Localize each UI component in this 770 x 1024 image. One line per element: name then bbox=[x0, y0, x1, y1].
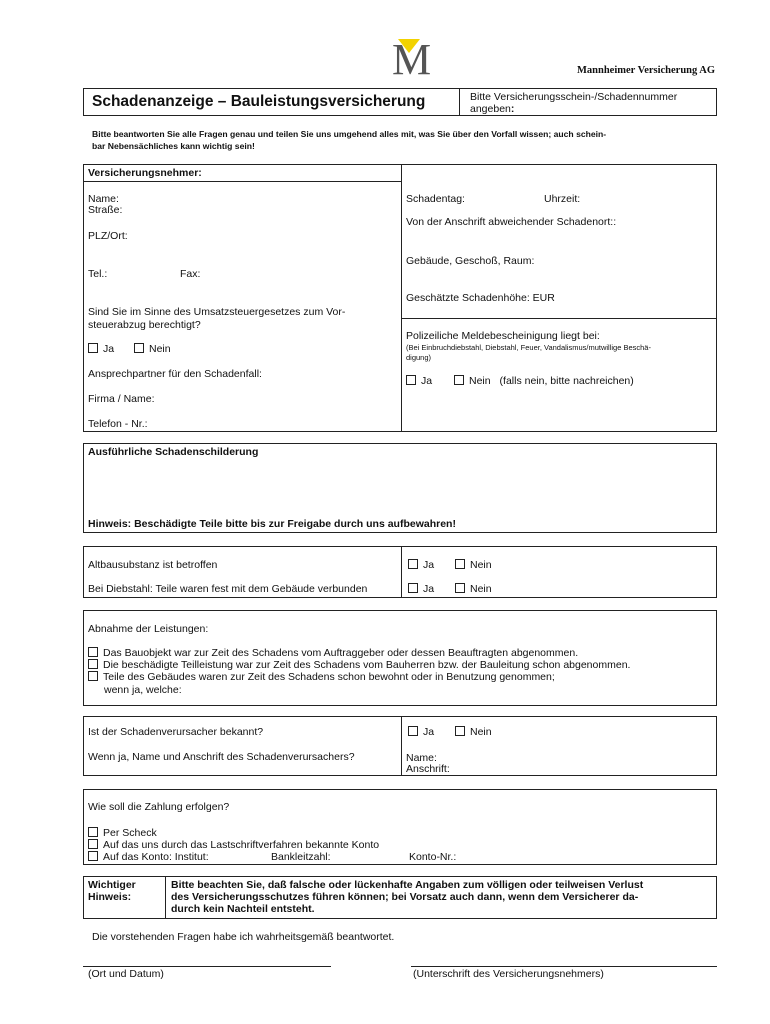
payment-cheque-checkbox[interactable] bbox=[88, 827, 98, 837]
theft-ja-option[interactable] bbox=[408, 583, 434, 595]
insured-section bbox=[83, 164, 717, 432]
important-notice-line2: des Versicherungsschutzes führen können; bei Vorsatz auch dann, wenn dem Versicherer da- bbox=[171, 891, 639, 903]
old-building-ja-checkbox[interactable] bbox=[408, 559, 418, 569]
causer-section bbox=[83, 716, 717, 776]
causer-ja-checkbox[interactable] bbox=[408, 726, 418, 736]
old-building-ja-label: Ja bbox=[423, 559, 435, 571]
estimated-damage-label[interactable]: Geschätzte Schadenhöhe: EUR bbox=[406, 292, 555, 304]
declaration-text: Die vorstehenden Fragen habe ich wahrheitsgemäß beantwortet. bbox=[92, 931, 395, 943]
old-building-ja-option[interactable] bbox=[408, 559, 434, 571]
old-building-nein-label: Nein bbox=[470, 559, 492, 571]
payment-account-checkbox[interactable] bbox=[88, 851, 98, 861]
contact-person-label: Ansprechpartner für den Schadenfall: bbox=[88, 368, 262, 380]
payment-account-label: Auf das Konto: Institut: bbox=[103, 851, 209, 863]
signature-line[interactable] bbox=[411, 966, 717, 967]
old-building-nein-checkbox[interactable] bbox=[455, 559, 465, 569]
important-notice-label-line1: Wichtiger bbox=[88, 879, 136, 891]
causer-ja-option[interactable] bbox=[408, 726, 434, 738]
police-nein-label: Nein bbox=[469, 375, 491, 387]
police-report-hint-line2: digung) bbox=[406, 353, 432, 362]
causer-name-label[interactable]: Name: bbox=[406, 752, 437, 764]
police-nein-note: (falls nein, bitte nachreichen) bbox=[499, 375, 634, 387]
payment-known-account-label: Auf das uns durch das Lastschriftverfahren bekannte Konto bbox=[103, 839, 380, 851]
vat-question-line1: Sind Sie im Sinne des Umsatzsteuergesetzes zum Vor- bbox=[88, 306, 346, 318]
important-notice-label bbox=[88, 879, 136, 903]
acceptance-option-3[interactable] bbox=[88, 671, 555, 683]
causer-nein-label: Nein bbox=[470, 726, 492, 738]
vat-question-line2: steuerabzug berechtigt? bbox=[88, 319, 201, 331]
acceptance-option-1-label: Das Bauobjekt war zur Zeit des Schadens vom Auftraggeber oder dessen Beauftragten abgenommen. bbox=[103, 647, 579, 659]
street-label[interactable]: Straße: bbox=[88, 204, 123, 216]
old-building-question: Altbausubstanz ist betroffen bbox=[88, 559, 218, 571]
theft-nein-checkbox[interactable] bbox=[455, 583, 465, 593]
important-notice-label-line2: Hinweis: bbox=[88, 891, 132, 903]
vat-question bbox=[88, 306, 345, 332]
insured-heading: Versicherungsnehmer: bbox=[88, 167, 202, 179]
damage-location-label[interactable]: Von der Anschrift abweichender Schadenort:: bbox=[406, 216, 617, 228]
causer-nein-option[interactable] bbox=[455, 726, 492, 738]
causer-address-label[interactable]: Anschrift: bbox=[406, 763, 450, 775]
important-notice-line3: durch kein Nachteil entsteht. bbox=[171, 903, 315, 915]
causer-details-question: Wenn ja, Name und Anschrift des Schadenverursachers? bbox=[88, 751, 355, 763]
police-report-hint-line1: (Bei Einbruchdiebstahl, Diebstahl, Feuer, Vandalismus/mutwillige Beschä- bbox=[406, 343, 651, 352]
police-report-hint bbox=[406, 343, 651, 363]
intro-line2: bar Nebensächliches kann wichtig sein! bbox=[92, 141, 255, 151]
theft-nein-option[interactable] bbox=[455, 583, 492, 595]
vat-nein-checkbox[interactable] bbox=[134, 343, 144, 353]
zip-city-label[interactable]: PLZ/Ort: bbox=[88, 230, 128, 242]
place-date-caption: (Ort und Datum) bbox=[88, 968, 164, 980]
account-number-label[interactable]: Konto-Nr.: bbox=[409, 851, 457, 863]
police-ja-label: Ja bbox=[421, 375, 433, 387]
theft-ja-label: Ja bbox=[423, 583, 435, 595]
acceptance-heading: Abnahme der Leistungen: bbox=[88, 623, 209, 635]
fax-label[interactable]: Fax: bbox=[180, 268, 201, 280]
acceptance-checkbox-1[interactable] bbox=[88, 647, 98, 657]
acceptance-which-label: wenn ja, welche: bbox=[104, 684, 182, 696]
company-name-label[interactable]: Firma / Name: bbox=[88, 393, 155, 405]
page-title: Schadenanzeige – Bauleistungsversicherung bbox=[92, 93, 426, 110]
place-date-line[interactable] bbox=[83, 966, 331, 967]
damage-date-label[interactable]: Schadentag: bbox=[406, 193, 465, 205]
police-report-label: Polizeiliche Meldebescheinigung liegt bei: bbox=[406, 330, 600, 342]
vat-nein-option[interactable] bbox=[134, 343, 171, 355]
old-building-nein-option[interactable] bbox=[455, 559, 492, 571]
important-notice-line1: Bitte beachten Sie, daß falsche oder lückenhafte Angaben zum völligen oder teilweisen Verlust bbox=[171, 879, 644, 891]
damage-description-hint: Hinweis: Beschädigte Teile bitte bis zur Freigabe durch uns aufbewahren! bbox=[88, 518, 456, 530]
signature-caption: (Unterschrift des Versicherungsnehmers) bbox=[413, 968, 604, 980]
theft-fixed-question: Bei Diebstahl: Teile waren fest mit dem Gebäude verbunden bbox=[88, 583, 368, 595]
causer-known-question: Ist der Schadenverursacher bekannt? bbox=[88, 726, 264, 738]
payment-heading: Wie soll die Zahlung erfolgen? bbox=[88, 801, 230, 813]
police-nein-option[interactable] bbox=[454, 375, 634, 387]
intro-line1: Bitte beantworten Sie alle Fragen genau und teilen Sie uns umgehend alles mit, was Sie über den Vorfall wissen; auch schein- bbox=[92, 129, 607, 139]
damage-description-heading: Ausführliche Schadenschilderung bbox=[88, 446, 259, 458]
payment-cheque-label: Per Scheck bbox=[103, 827, 157, 839]
payment-known-account-checkbox[interactable] bbox=[88, 839, 98, 849]
acceptance-option-3-label: Teile des Gebäudes waren zur Zeit des Schadens schon bewohnt oder in Benutzung genommen; bbox=[103, 671, 555, 683]
theft-nein-label: Nein bbox=[470, 583, 492, 595]
phone-label[interactable]: Tel.: bbox=[88, 268, 108, 280]
company-logo bbox=[392, 34, 429, 85]
acceptance-option-2[interactable] bbox=[88, 659, 630, 671]
vat-nein-label: Nein bbox=[149, 343, 171, 355]
company-name: Mannheimer Versicherung AG bbox=[577, 65, 716, 76]
payment-cheque-option[interactable] bbox=[88, 827, 157, 839]
intro-text bbox=[92, 128, 606, 152]
contact-phone-label[interactable]: Telefon - Nr.: bbox=[88, 418, 148, 430]
vat-ja-checkbox[interactable] bbox=[88, 343, 98, 353]
acceptance-checkbox-2[interactable] bbox=[88, 659, 98, 669]
acceptance-option-1[interactable] bbox=[88, 647, 578, 659]
payment-known-account-option[interactable] bbox=[88, 839, 379, 851]
vat-ja-option[interactable] bbox=[88, 343, 114, 355]
police-nein-checkbox[interactable] bbox=[454, 375, 464, 385]
acceptance-option-2-label: Die beschädigte Teilleistung war zur Zeit des Schadens vom Bauherren bzw. der Bauleitung schon abgenommen. bbox=[103, 659, 631, 671]
payment-account-option[interactable] bbox=[88, 851, 209, 863]
policy-note-line1: Bitte Versicherungsschein-/Schadennummer bbox=[470, 91, 678, 103]
vat-ja-label: Ja bbox=[103, 343, 115, 355]
logo-letter: M bbox=[392, 35, 430, 84]
important-notice-text bbox=[171, 879, 643, 915]
police-ja-checkbox[interactable] bbox=[406, 375, 416, 385]
policy-note-line2: angeben bbox=[470, 103, 511, 115]
bank-code-label[interactable]: Bankleitzahl: bbox=[271, 851, 331, 863]
name-label[interactable]: Name: bbox=[88, 193, 119, 205]
theft-ja-checkbox[interactable] bbox=[408, 583, 418, 593]
causer-ja-label: Ja bbox=[423, 726, 435, 738]
policy-note-colon: : bbox=[510, 103, 515, 115]
damage-time-label[interactable]: Uhrzeit: bbox=[544, 193, 581, 205]
causer-nein-checkbox[interactable] bbox=[455, 726, 465, 736]
police-ja-option[interactable] bbox=[406, 375, 432, 387]
policy-note bbox=[470, 91, 677, 115]
building-floor-room-label[interactable]: Gebäude, Geschoß, Raum: bbox=[406, 255, 535, 267]
acceptance-checkbox-3[interactable] bbox=[88, 671, 98, 681]
